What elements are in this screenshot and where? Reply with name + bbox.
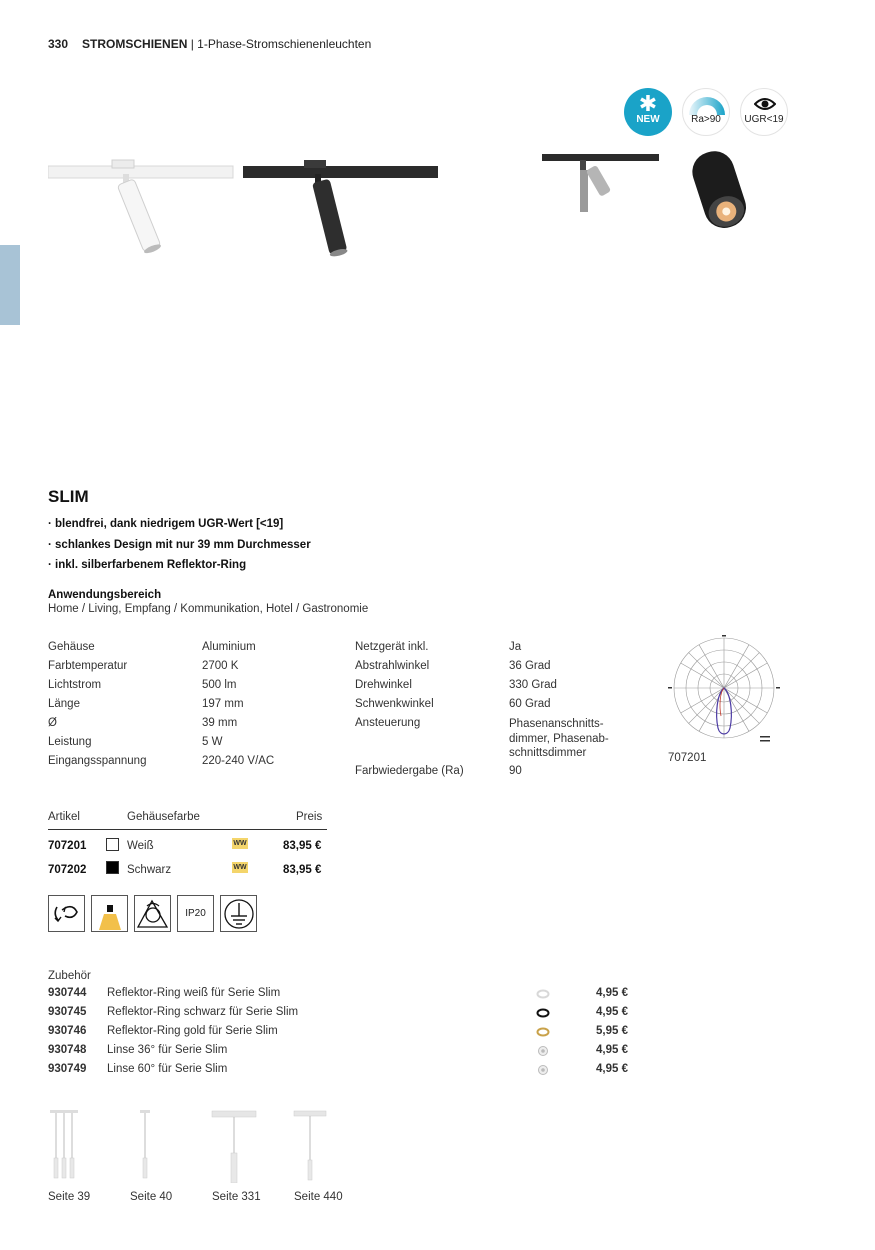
spec-label: Länge [48,698,80,710]
spec-label: Drehwinkel [355,679,412,691]
feature-bullet: · blendfrei, dank niedrigem UGR-Wert [<19] [48,518,284,530]
spec-label: Farbtemperatur [48,660,128,672]
table-header-color: Gehäusefarbe [127,811,200,823]
spec-value: 197 mm [202,698,244,710]
accessory-name: Reflektor-Ring schwarz für Serie Slim [107,1006,299,1018]
reflector-ring-black-icon [536,1008,550,1018]
swivel-icon [134,895,171,932]
product-image-closeup [680,150,760,235]
price: 83,95 € [283,840,322,852]
feature-bullet: · schlankes Design mit nur 39 mm Durchmesser [48,538,311,551]
accessory-name: Linse 36° für Serie Slim [107,1044,228,1056]
accessory-price: 4,95 € [596,987,628,999]
spec-value: 36 Grad [509,660,551,672]
accessories-heading: Zubehör [48,970,91,982]
spec-label: Abstrahlwinkel [355,660,430,672]
category-title: STROMSCHIENEN [82,37,188,51]
accessory-article: 930748 [48,1044,87,1056]
color-rendering-label: Ra>90 [691,114,721,125]
spec-label: Gehäuse [48,641,95,653]
spotlight-icon [91,895,128,932]
spec-label: Ansteuerung [355,717,421,729]
spec-label: Farbwiedergabe (Ra) [355,765,464,777]
page-reference: Seite 40 [130,1191,173,1203]
warm-white-tag: WW [233,864,247,871]
color-rendering-icon [683,89,730,136]
lens-icon [537,1045,549,1057]
accessory-price: 4,95 € [596,1044,628,1056]
ip20-label: IP20 [185,908,206,919]
ground-icon [220,895,257,932]
feature-bullet: · inkl. silberfarbenem Reflektor-Ring [48,559,247,571]
table-header-article: Artikel [48,811,80,823]
spec-value: 2700 K [202,660,239,672]
related-product-track-pendant [210,1108,258,1183]
spec-label: Leistung [48,736,92,748]
product-image-tracks [48,150,438,260]
color-rendering-badge [682,88,730,136]
ugr-badge [740,88,788,136]
application-value: Home / Living, Empfang / Kommunikation, Hotel / Gastronomie [48,603,369,615]
page-reference: Seite 331 [212,1191,261,1203]
chapter-tab-marker [0,245,20,325]
rotate-icon [48,895,85,932]
spec-value: 500 lm [202,679,237,691]
light-distribution-diagram [668,632,780,744]
feature-bullet-list [48,518,311,580]
header-separator: | [187,37,198,51]
related-product-pendant-triple [48,1108,80,1183]
housing-color: Weiß [127,840,154,852]
price: 83,95 € [283,864,322,876]
spec-label: Ø [48,717,57,729]
table-header-price: Preis [296,811,323,823]
accessory-name: Reflektor-Ring gold für Serie Slim [107,1025,278,1037]
spec-value: 220-240 V/AC [202,755,275,767]
housing-color: Schwarz [127,864,172,876]
article-number: 707201 [48,840,87,852]
accessory-name: Reflektor-Ring weiß für Serie Slim [107,987,281,999]
spec-value: 39 mm [202,717,238,729]
application-heading: Anwendungsbereich [48,589,162,601]
accessory-price: 5,95 € [596,1025,628,1037]
warm-white-tag: WW [233,840,247,847]
accessory-name: Linse 60° für Serie Slim [107,1063,228,1075]
spec-value: Aluminium [202,641,256,653]
new-badge-label: NEW [636,114,660,125]
spec-value: 330 Grad [509,679,557,691]
color-swatch-black [106,861,119,874]
spec-label: Schwenkwinkel [355,698,434,710]
product-title: SLIM [48,487,89,506]
eye-icon [754,96,776,112]
product-image-detail-track [540,150,660,220]
spec-label: Netzgerät inkl. [355,641,429,653]
accessory-article: 930745 [48,1006,87,1018]
ip20-icon [177,895,214,932]
new-badge [624,88,672,136]
spec-value: Phasenanschnitts- dimmer, Phasenab- schnittsdimmer [509,718,609,759]
diagram-caption: 707201 [668,752,707,764]
page-reference: Seite 440 [294,1191,343,1203]
ugr-label: UGR<19 [744,114,784,125]
accessory-article: 930744 [48,987,87,999]
lens-icon [537,1064,549,1076]
accessory-article: 930749 [48,1063,87,1075]
related-product-pendant-single [130,1108,160,1183]
star-icon: ✱ [638,91,658,116]
table-divider [48,829,327,830]
accessory-price: 4,95 € [596,1006,628,1018]
article-number: 707202 [48,864,87,876]
spec-value: 60 Grad [509,698,551,710]
accessory-price: 4,95 € [596,1063,628,1075]
page-header [48,37,371,51]
page-number: 330 [48,37,69,51]
related-product-track-pendant-small [292,1108,328,1183]
spec-value: 5 W [202,736,223,748]
spec-value: 90 [509,765,522,777]
spec-label: Lichtstrom [48,679,102,691]
reflector-ring-gold-icon [536,1027,550,1037]
reflector-ring-white-icon [536,989,550,999]
page-reference: Seite 39 [48,1191,91,1203]
color-swatch-white [106,838,119,851]
subcategory-title: 1-Phase-Stromschienenleuchten [197,37,372,51]
accessory-article: 930746 [48,1025,87,1037]
spec-label: Eingangsspannung [48,755,147,767]
spec-value: Ja [509,641,522,653]
